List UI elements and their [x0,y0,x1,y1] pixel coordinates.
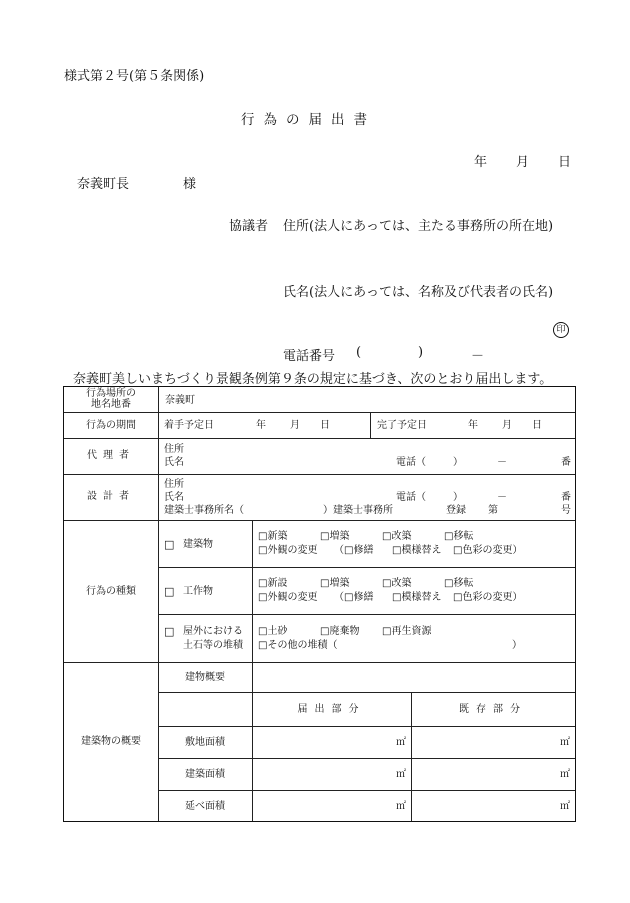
end-year: 年 [468,420,478,431]
building-area-label: 建築面積 [185,769,225,780]
designer-label: 設計者 [87,491,135,502]
structure-color-change[interactable]: □色彩の変更） [453,592,523,603]
phone-close: ) [418,345,424,360]
site-area-label: 敷地面積 [185,737,225,748]
designer-phone-close: ） [453,492,463,503]
designer-name: 氏名 [164,492,184,503]
floor-area-unit-notified: ㎡ [396,801,406,812]
form-number: 様式第２号(第５条関係) [64,69,205,84]
outdoor-label-1: 屋外における [183,626,243,637]
building-color-change[interactable]: □色彩の変更） [453,545,523,556]
outdoor-checkbox[interactable]: □ [164,625,175,638]
building-extension[interactable]: □増築 [320,531,350,542]
outdoor-waste[interactable]: □廃棄物 [320,626,360,637]
designer-phone-dash: － [497,492,507,503]
overview-label: 建築物の概要 [81,736,141,747]
agent-phone: 電話（ [396,457,426,468]
applicant-label: 協議者 [229,219,269,234]
date-year: 年 [474,155,488,170]
honorific: 様 [183,177,197,192]
start-day: 日 [320,420,330,431]
outdoor-recycled[interactable]: □再生資源 [382,626,432,637]
structure-repair[interactable]: （□修繕 [334,592,374,603]
start-label: 着手予定日 [164,420,214,431]
agent-phone-ban: 番 [561,457,571,468]
structure-remodel[interactable]: □模様替え [392,592,442,603]
building-area-unit-notified: ㎡ [396,769,406,780]
building-relocation[interactable]: □移転 [444,531,474,542]
structure-extension[interactable]: □増築 [320,578,350,589]
building-area-unit-existing: ㎡ [560,769,570,780]
structure-label: 工作物 [183,586,213,597]
agent-label: 代理者 [87,450,135,461]
date-day: 日 [558,155,572,170]
designer-address: 住所 [164,479,184,490]
structure-checkbox[interactable]: □ [164,585,175,598]
building-checkbox[interactable]: □ [164,538,175,551]
summary-label: 建物概要 [185,672,225,683]
seal-mark: 印 [553,322,569,338]
building-repair[interactable]: （□修繕 [334,545,374,556]
phone-dash: － [471,349,485,364]
agent-name: 氏名 [164,457,184,468]
end-month: 月 [502,420,512,431]
registration-go: 号 [561,505,571,516]
end-label: 完了予定日 [377,420,427,431]
building-label: 建築物 [183,539,213,550]
activity-type-label: 行為の種類 [86,586,136,597]
building-remodel[interactable]: □模様替え [392,545,442,556]
outdoor-other[interactable]: □その他の堆積（ [258,640,338,651]
location-label-2: 地名地番 [91,399,131,410]
registration-label: 登録 [446,505,466,516]
structure-relocation[interactable]: □移転 [444,578,474,589]
start-month: 月 [290,420,300,431]
site-area-unit-existing: ㎡ [560,737,570,748]
phone-open: ( [356,345,362,360]
structure-new[interactable]: □新設 [258,578,288,589]
designer-phone-ban: 番 [561,492,571,503]
building-new[interactable]: □新築 [258,531,288,542]
building-exterior-change[interactable]: □外観の変更 [258,545,318,556]
outdoor-other-close: ） [512,640,522,651]
location-value: 奈義町 [165,395,195,406]
phone-label: 電話番号 [283,349,336,364]
structure-exterior-change[interactable]: □外観の変更 [258,592,318,603]
floor-area-label: 延べ面積 [185,801,225,812]
site-area-unit-notified: ㎡ [396,737,406,748]
addressee: 奈義町長 [77,177,130,192]
location-label-1: 行為場所の [86,388,136,399]
end-day: 日 [532,420,542,431]
name-label: 氏名(法人にあっては、名称及び代表者の氏名) [283,285,554,300]
agent-phone-dash: － [497,457,507,468]
outdoor-label-2: 土石等の堆積 [183,640,243,651]
existing-part-header: 既存部分 [459,704,527,715]
architect-office: 建築士事務所名（ [164,505,244,516]
outdoor-soil[interactable]: □土砂 [258,626,288,637]
registration-no: 第 [488,505,498,516]
floor-area-unit-existing: ㎡ [560,801,570,812]
address-label: 住所(法人にあっては、主たる事務所の所在地) [283,219,554,234]
designer-phone: 電話（ [396,492,426,503]
notified-part-header: 届出部分 [297,704,366,715]
document-title: 行為の届出書 [241,112,376,128]
building-rebuild[interactable]: □改築 [382,531,412,542]
agent-phone-close: ） [453,457,463,468]
date-month: 月 [516,155,530,170]
architect-office-close: ）建築士事務所 [323,505,393,516]
agent-address: 住所 [164,444,184,455]
start-year: 年 [256,420,266,431]
period-label: 行為の期間 [86,420,136,431]
statement: 奈義町美しいまちづくり景観条例第９条の規定に基づき、次のとおり届出します。 [73,372,553,387]
structure-rebuild[interactable]: □改築 [382,578,412,589]
